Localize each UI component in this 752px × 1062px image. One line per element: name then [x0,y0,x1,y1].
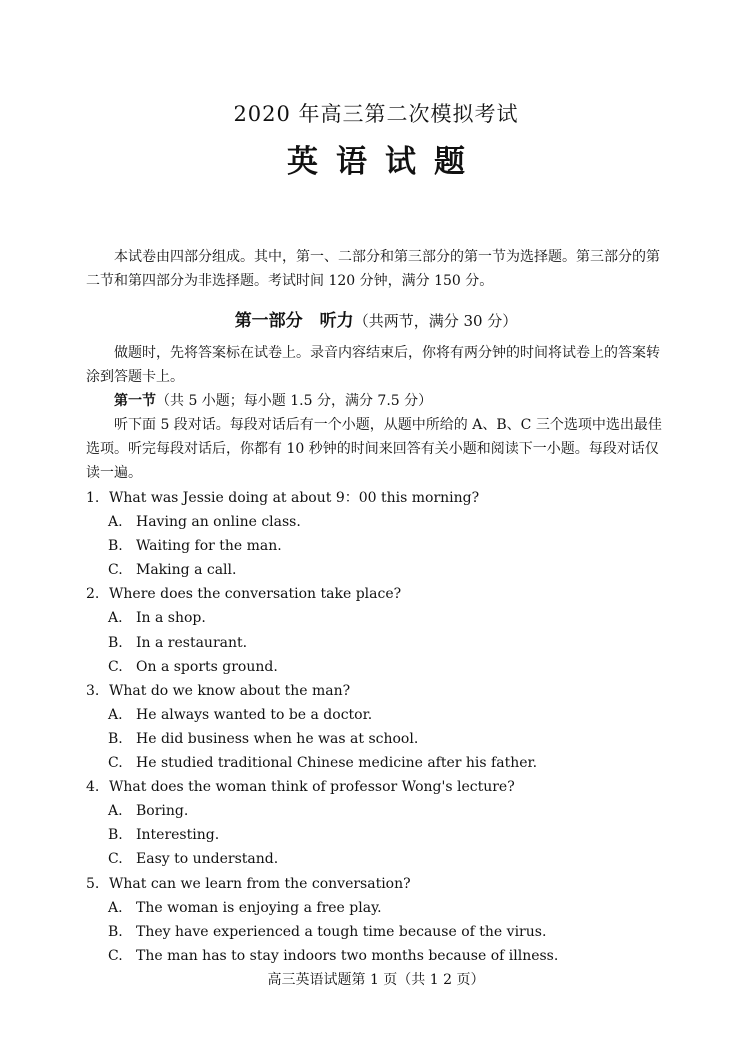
option-letter: C. [108,851,123,868]
exam-intro: 本试卷由四部分组成。其中，第一、二部分和第三部分的第一节为选择题。第三部分的第二节和第四部分为非选择题。考试时间 120 分钟，满分 150 分。 [86,249,660,289]
option-text: He studied traditional Chinese medicine after his father. [136,755,538,772]
question-text: Where does the conversation take place? [109,586,402,603]
question-number: 2. [86,586,100,603]
question-5-option [86,920,686,944]
part1-score-note: （共两节，满分 30 分） [353,312,518,330]
option-letter: A. [108,610,123,627]
option-text: Waiting for the man. [136,538,282,555]
section1-label: 第一节 [114,393,156,409]
option-text: Boring. [136,803,189,820]
section1-instructions: 听下面 5 段对话。每段对话后有一个小题，从题中所给的 A、B、C 三个选项中选出最佳选项。听完每段对话后，你都有 10 秒钟的时间来回答有关小题和阅读下一小题。每段对话仅读一遍。 [86,417,662,481]
question-text: What can we learn from the conversation? [109,875,411,892]
exam-title: 2020 年高三第二次模拟考试 [233,102,519,126]
question-5-stem [86,872,686,896]
option-text: He always wanted to be a doctor. [136,706,373,723]
option-letter: C. [108,658,123,675]
option-letter: A. [108,706,123,723]
question-4-stem [86,775,686,799]
question-3-option [86,727,686,751]
question-1-option [86,558,686,582]
option-letter: A. [108,514,123,531]
question-number: 3. [86,682,100,699]
option-text: Interesting. [136,827,220,844]
option-text: Having an online class. [136,514,301,531]
question-number: 1. [86,490,100,506]
option-text: On a sports ground. [136,658,278,675]
question-1-option [86,510,686,534]
question-2-option [86,631,686,655]
option-letter: B. [108,827,123,844]
option-text: He did business when he was at school. [136,730,419,747]
option-text: The man has to stay indoors two months because of illness. [136,947,559,964]
question-4-option [86,799,686,823]
option-letter: B. [108,730,123,747]
option-text: The woman is enjoying a free play. [136,899,382,916]
question-3-option [86,703,686,727]
page-footer: 高三英语试题第 1 页（共 1 2 页） [267,972,485,988]
question-3-stem [86,679,686,703]
option-text: In a restaurant. [136,634,248,651]
section1-note: （共 5 小题；每小题 1.5 分，满分 7.5 分） [156,393,433,409]
question-4-option [86,847,686,871]
question-4-option [86,823,686,847]
option-letter: A. [108,899,123,916]
option-text: Easy to understand. [136,851,279,868]
option-letter: C. [108,947,123,964]
question-2-stem [86,582,686,606]
option-letter: A. [108,803,123,820]
question-number: 4. [86,779,100,796]
part1-directions: 做题时，先将答案标在试卷上。录音内容结束后，你将有两分钟的时间将试卷上的答案转涂到答题卡上。 [86,345,660,385]
question-text: What does the woman think of professor Wong's lecture? [109,779,515,796]
question-5-option [86,944,686,968]
option-text: Making a call. [136,562,237,579]
question-2-option [86,655,686,679]
part1-title: 第一部分 听力 [234,311,354,331]
question-5-option [86,896,686,920]
question-1-stem [86,486,686,510]
question-text: What do we know about the man? [109,682,351,699]
question-3-option [86,751,686,775]
question-text: What was Jessie doing at about 9：00 this morning? [109,490,480,506]
option-letter: C. [108,755,123,772]
option-letter: C. [108,562,123,579]
question-1-option [86,534,686,558]
option-text: In a shop. [136,610,206,627]
section1-heading [86,389,670,413]
exam-subject-title: 英语试题 [287,144,483,180]
question-number: 5. [86,875,100,892]
question-2-option [86,606,686,630]
option-letter: B. [108,634,123,651]
question-list [86,486,686,968]
part1-heading [0,306,752,331]
option-letter: B. [108,538,123,555]
option-letter: B. [108,923,123,940]
option-text: They have experienced a tough time because of the virus. [136,923,547,940]
